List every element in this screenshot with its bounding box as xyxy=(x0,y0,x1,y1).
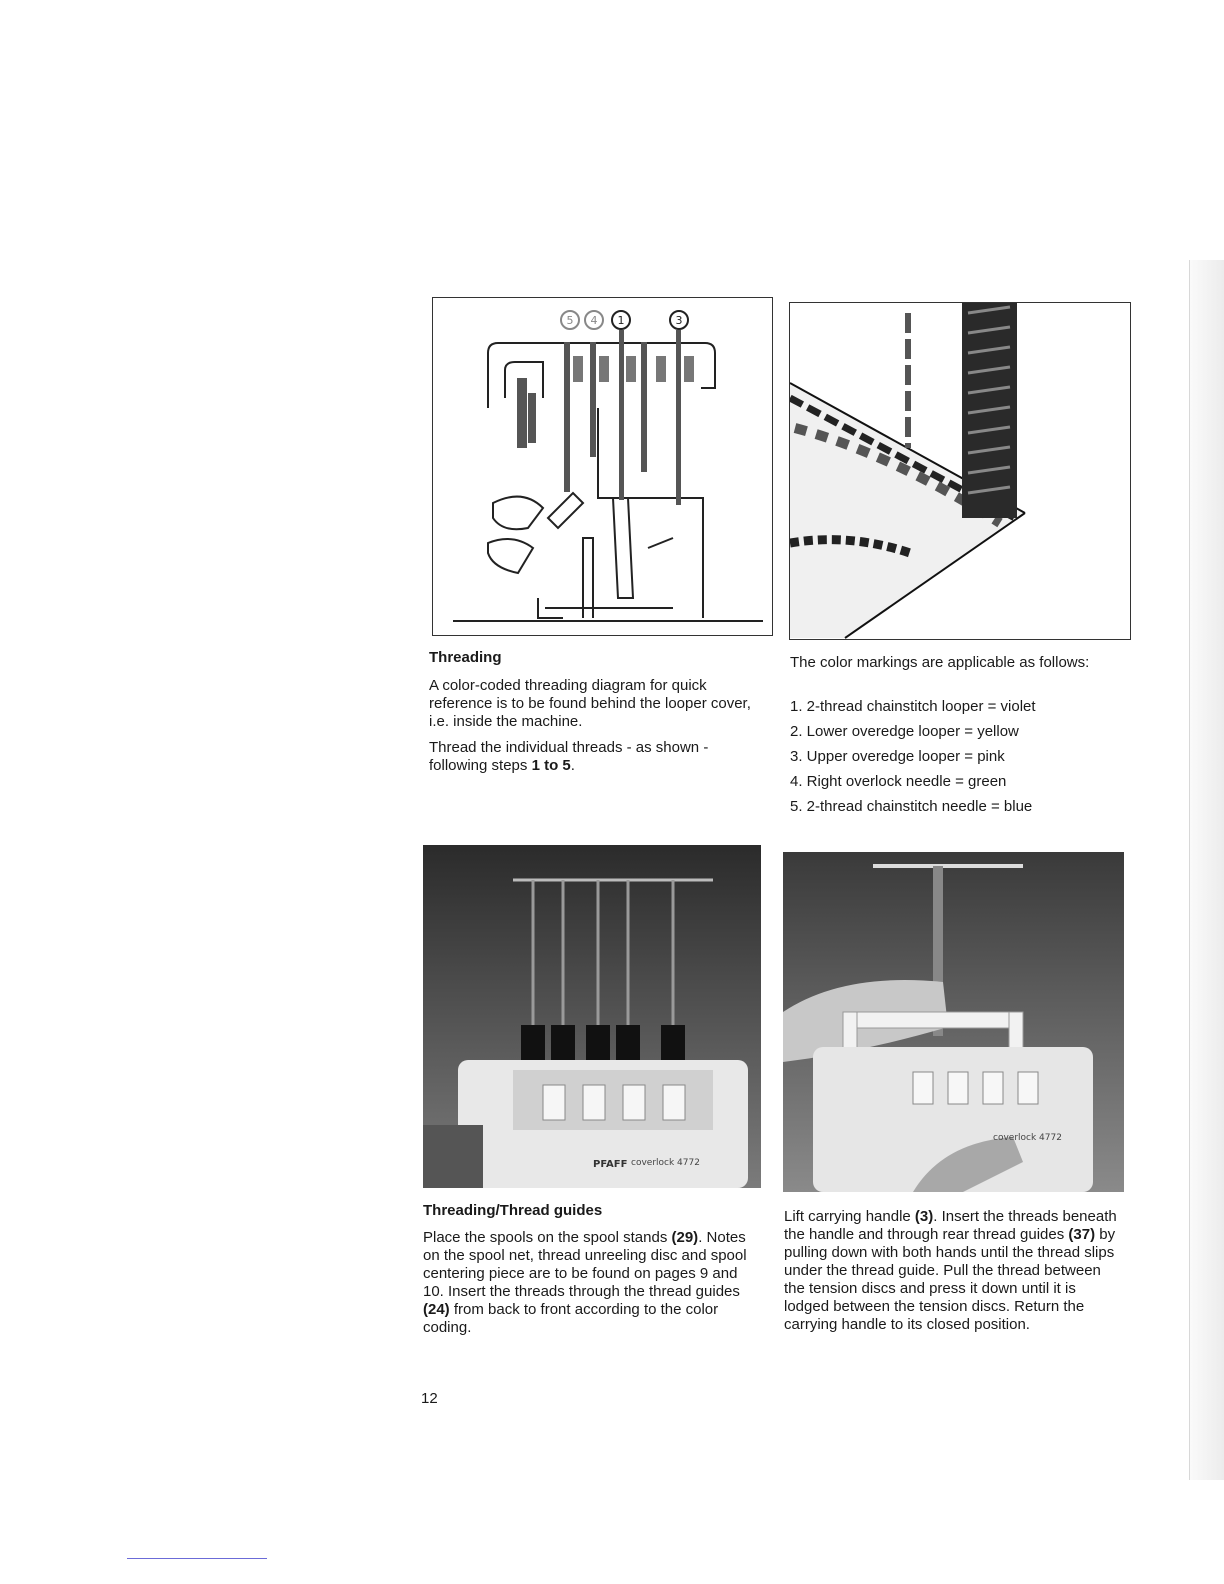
carrying-handle-text-3: by pulling down with both hands until the thread slips under the thread guide. Pull the thread between the tension discs and press it down until it is lodged between the tension discs. Return the carrying handle to its closed position. xyxy=(784,1226,1116,1333)
spool-stands-ref: (29) xyxy=(671,1229,699,1246)
photo-left-brand: PFAFF xyxy=(593,1159,628,1170)
list-item: 5. 2-thread chainstitch needle = blue xyxy=(790,798,1033,815)
diagram-label-4: 4 xyxy=(590,314,598,327)
threading-diagram-drawing xyxy=(433,298,772,635)
diagram-label-1: 1 xyxy=(617,314,625,327)
threading-paragraph-1: A color-coded threading diagram for quick reference is to be found behind the looper cover, i.e. inside the machine. xyxy=(429,677,751,730)
thread-guides-heading: Threading/Thread guides xyxy=(423,1202,603,1219)
photo-spool-stands-drawing xyxy=(423,845,761,1188)
stitch-illustration-drawing xyxy=(790,303,1130,639)
rear-thread-guides-ref: (37) xyxy=(1068,1226,1096,1243)
thread-guides-text-1: Place the spools on the spool stands xyxy=(423,1229,672,1246)
threading-heading: Threading xyxy=(429,649,502,666)
photo-right-model: coverlock 4772 xyxy=(993,1133,1062,1143)
thread-guides-text-2: . Notes on the spool net, thread unreeling disc and spool centering piece are to be found on pages 9 and 10. Insert the threads through the thread guides xyxy=(423,1229,747,1300)
photo-carrying-handle xyxy=(783,852,1124,1192)
threading-diagram xyxy=(432,297,773,636)
photo-left-model: coverlock 4772 xyxy=(631,1158,700,1168)
threading-paragraph-2-text: Thread the individual threads - as shown - following steps xyxy=(429,739,709,774)
threading-steps: 1 to 5 xyxy=(531,757,571,774)
list-item: 3. Upper overedge looper = pink xyxy=(790,748,1005,765)
page-number: 12 xyxy=(421,1390,438,1407)
list-item: 4. Right overlock needle = green xyxy=(790,773,1007,790)
list-item: 2. Lower overedge looper = yellow xyxy=(790,723,1019,740)
color-markings-intro: The color markings are applicable as follows: xyxy=(790,654,1090,671)
color-markings-list xyxy=(790,698,1120,823)
scan-edge-shadow xyxy=(1189,260,1224,1480)
photo-spool-stands xyxy=(423,845,761,1188)
footer-line xyxy=(127,1558,267,1559)
photo-carrying-handle-drawing xyxy=(783,852,1124,1192)
carrying-handle-text-2: . Insert the threads beneath the handle and through rear thread guides xyxy=(784,1208,1117,1243)
carrying-handle-text-1: Lift carrying handle xyxy=(784,1208,915,1225)
threading-paragraph-2-end: . xyxy=(570,757,575,774)
diagram-label-5: 5 xyxy=(566,314,574,327)
threading-paragraph-2 xyxy=(429,739,754,775)
thread-guides-text-3: from back to front according to the color coding. xyxy=(423,1301,719,1336)
thread-guides-paragraph xyxy=(423,1229,753,1337)
carrying-handle-ref: (3) xyxy=(914,1208,934,1225)
stitch-illustration xyxy=(789,302,1131,640)
list-item: 1. 2-thread chainstitch looper = violet xyxy=(790,698,1036,715)
carrying-handle-paragraph xyxy=(784,1208,1119,1334)
thread-guides-ref: (24) xyxy=(423,1301,450,1318)
diagram-label-3: 3 xyxy=(675,314,683,327)
